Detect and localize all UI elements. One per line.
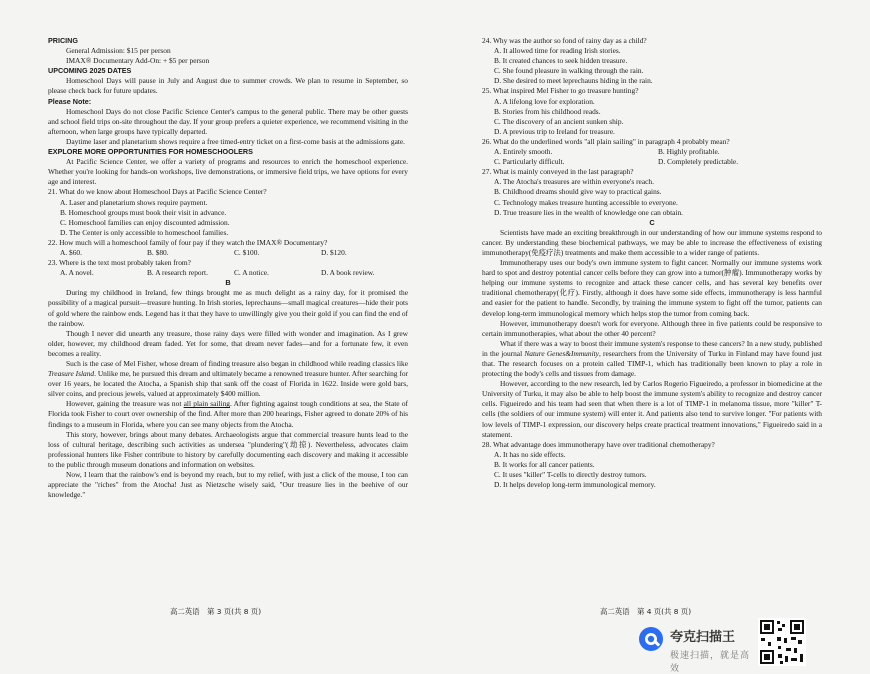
q25-option-b: B. Stories from his childhood reads. xyxy=(494,106,601,116)
question-21: 21. What do we know about Homeschool Days at Pacific Science Center? xyxy=(48,187,267,197)
q22-option-d: D. $120. xyxy=(321,247,347,257)
q27-option-a: A. The Atocha's treasures are within everyone's reach. xyxy=(494,177,654,187)
passage-c-paragraph-3: However, immunotherapy doesn't work for everyone. Although three in five patients could be responsive to certain immunotherapies, what about the other 40 percent? xyxy=(482,318,822,338)
page-3-footer: 高二英语 第 3 页(共 8 页) xyxy=(170,607,262,616)
q23-options xyxy=(48,268,408,278)
b4-text-end: . After fighting against tough conditions at sea, the State of Florida took Fisher to court over ownership of the find. After more than 200 hearings, Fisher agreed to donate 20% of his findings to a museum in Florida, where you can see many objects from the Atocha. xyxy=(48,399,408,429)
q26-options-row-2 xyxy=(482,157,822,167)
q26-options-row-1 xyxy=(482,147,822,157)
question-22: 22. How much will a homeschool family of four pay if they watch the IMAX® Documentary? xyxy=(48,237,328,247)
question-27: 27. What is mainly conveyed in the last paragraph? xyxy=(482,167,634,177)
q21-option-b: B. Homeschool groups must book their visit in advance. xyxy=(60,207,227,217)
page-3 xyxy=(48,36,408,596)
scanner-watermark xyxy=(636,622,754,674)
q24-option-a: A. It allowed time for reading Irish stories. xyxy=(494,46,621,56)
brand-title: 夸克扫描王 xyxy=(670,630,736,645)
q25-option-c: C. The discovery of an ancient sunken ship. xyxy=(494,116,624,126)
q22-option-a: A. $60. xyxy=(60,247,82,257)
explore-paragraph: At Pacific Science Center, we offer a variety of programs and resources to enrich the homeschool experience. Whether you're looking for hands-on workshops, live demonstrations, or immersive field trips, we have options for every age and interest. xyxy=(48,157,408,187)
upcoming-paragraph: Homeschool Days will pause in July and August due to summer crowds. We plan to resume in September, so please check back for future updates. xyxy=(48,76,408,96)
question-25: 25. What inspired Mel Fisher to go treasure hunting? xyxy=(482,86,639,96)
b3-text-start: Such is the case of Mel Fisher, whose dream of finding treasure also began in childhood while reading classics like xyxy=(66,359,408,368)
q28-option-d: D. It helps develop long-term immunological memory. xyxy=(494,480,656,490)
q23-option-a: A. A novel. xyxy=(60,268,94,278)
q27-option-d: D. True treasure lies in the wealth of knowledge one can obtain. xyxy=(494,207,684,217)
note-paragraph-1: Homeschool Days do not close Pacific Science Center's campus to the general public. There may be other guests and school field trips on-site throughout the day. If your group prefers a quieter experience, we recommend visiting in the afternoon, when large groups have typically departed. xyxy=(48,106,408,136)
question-28: 28. What advantage does immunotherapy have over traditional chemotherapy? xyxy=(482,439,715,449)
passage-c-paragraph-2: Immunotherapy uses our body's own immune system to fight cancer. Normally our immune systems work hard to spot and destroy potential cancer cells before they can grow into a tumor(肿瘤). Immunotherapy works by helping our immune systems to recognize and attack these cancer cells, and has several key benefits over traditional chemotherapy(化疗). Firstly, although it does have some side effects, immunotherapy is less harmful and easier for the patient to handle. Secondly, by training the immune system to fight off the tumor, patients can develop long-term immunological memory which helps stop the tumor from coming back. xyxy=(482,258,822,318)
q24-option-b: B. It created chances to seek hidden treasure. xyxy=(494,56,628,66)
passage-b-paragraph-2: Though I never did unearth any treasure, those rainy days were filled with wonder and imagination. As I grew older, however, my childhood dream faded. Yet for some, that dream never fades—and for a fortunate few, it even becomes a reality. xyxy=(48,328,408,358)
passage-c-paragraph-4 xyxy=(482,339,822,379)
passage-c-paragraph-5: However, according to the new research, led by Carlos Rogerio Figueiredo, a professor in biomedicine at the University of Turku, it may also be able to help boost the immune system's ability to recognize and destroy cancer cells. Figueiredo and his team had seen that when there is a lot of TIMP-1 in melanoma tissue, more "killer" T-cells (the soldiers of our immune system) will enter it. And patients also tend to survive longer. "For patients with low levels of TIMP-1 expression, our discovery helps create practical treatment innovations," Figueiredo said in a statement. xyxy=(482,379,822,439)
q24-option-d: D. She desired to meet leprechauns hiding in the rain. xyxy=(494,76,653,86)
section-c-heading: C xyxy=(649,217,655,227)
q22-options xyxy=(48,248,408,258)
passage-c-paragraph-1: Scientists have made an exciting breakthrough in our understanding of how our immune systems respond to cancer. By understanding these biochemical pathways, we may be able to increase the effectiveness of existing immunotherapy(免疫疗法) treatments and make them accessible to a wider range of patients. xyxy=(482,227,822,257)
q28-option-a: A. It has no side effects. xyxy=(494,449,566,459)
q23-option-c: C. A notice. xyxy=(234,268,269,278)
price-imax: IMAX® Documentary Add-On: + $5 per person xyxy=(66,56,210,66)
q21-option-a: A. Laser and planetarium shows require payment. xyxy=(60,197,208,207)
passage-b-paragraph-5: This story, however, brings about many debates. Archaeologists argue that commercial treasure hunts lead to the loss of cultural heritage, describing such activities as undersea "plundering"(劫掠). Nevertheless, advocates claim professional hunters like Fisher contribute to history by carefully documenting each discovery and making it accessible to the public through museum donations and information on websites. xyxy=(48,429,408,469)
question-24: 24. Why was the author so fond of rainy day as a child? xyxy=(482,36,647,45)
q24-option-c: C. She found pleasure in walking through the rain. xyxy=(494,66,644,76)
q26-option-a: A. Entirely smooth. xyxy=(494,147,553,157)
passage-b-paragraph-1: During my childhood in Ireland, few things brought me as much delight as a rainy day, for it promised the possibility of a magical pursuit—treasure hunting. In Irish stories, leprechauns—small magical creatures—hide their pots of gold where the rainbow ends. Legend has it that they have to unwillingly give you their gold if you can find the end of the rainbow. xyxy=(48,288,408,328)
q23-option-d: D. A book review. xyxy=(321,268,375,278)
q21-option-d: D. The Center is only accessible to homeschool families. xyxy=(60,227,229,237)
c4-text-end: , researchers from the University of Turku in Finland may have found just that. The research focuses on a protein called TIMP-1, which has traditionally been known to play a role in protecting the body's cells and tissues from damage. xyxy=(482,348,822,379)
question-23: 23. Where is the text most probably taken from? xyxy=(48,258,191,268)
page-4-footer: 高二英语 第 4 页(共 8 页) xyxy=(600,607,692,616)
q26-option-d: D. Completely predictable. xyxy=(658,157,739,167)
q28-option-b: B. It works for all cancer patients. xyxy=(494,459,595,469)
note-paragraph-2: Daytime laser and planetarium shows require a free timed-entry ticket on a first-come basis at the admissions gate. xyxy=(66,136,406,146)
passage-b-paragraph-6: Now, I learn that the rainbow's end is beyond my reach, but to my relief, with just a click of the mouse, I too can appreciate the "riches" from the Atocha! Just as Nietzsche wisely said, "Our treasure lies in the beehive of our knowledge." xyxy=(48,470,408,500)
q26-option-c: C. Particularly difficult. xyxy=(494,157,565,167)
section-b-heading: B xyxy=(225,278,231,288)
explore-heading: EXPLORE MORE OPPORTUNITIES FOR HOMESCHOOLERS xyxy=(48,147,253,157)
q22-option-c: C. $100. xyxy=(234,247,260,257)
price-general: General Admission: $15 per person xyxy=(66,46,171,56)
qr-code-icon[interactable] xyxy=(758,618,806,666)
book-title: Treasure Island xyxy=(48,369,95,379)
passage-b-paragraph-4 xyxy=(48,399,408,429)
c4-text-start: What if there was a way to boost their immune system's response to these cancers? In a new study, published in the journal xyxy=(482,338,822,358)
q22-option-b: B. $80. xyxy=(147,247,169,257)
b3-text-end: . Unlike me, he pursued this dream and ultimately became a renowned treasure hunter. After searching for over 16 years, he located the Atocha, a Spanish ship that sank off the coast of Florida in 1622. Inside were gold bars, silver coins, and precious jewels, valued at approximately $400 million. xyxy=(48,369,408,399)
passage-b-paragraph-3 xyxy=(48,359,408,399)
q27-option-b: B. Childhood dreams should give way to practical gains. xyxy=(494,187,662,197)
q26-option-b: B. Highly profitable. xyxy=(658,147,720,157)
quark-logo-icon xyxy=(638,626,664,652)
page-4 xyxy=(482,36,822,596)
note-heading: Please Note: xyxy=(48,96,92,106)
q25-option-d: D. A previous trip to Ireland for treasure. xyxy=(494,126,615,136)
underlined-phrase: all plain sailing xyxy=(183,399,230,409)
brand-slogan: 极速扫描，就是高效 xyxy=(670,651,751,674)
q25-option-a: A. A lifelong love for exploration. xyxy=(494,96,595,106)
upcoming-heading: UPCOMING 2025 DATES xyxy=(48,66,132,76)
q23-option-b: B. A research report. xyxy=(147,268,208,278)
journal-name: Nature Genes&Immunity xyxy=(524,348,599,358)
q28-option-c: C. It uses "killer" T-cells to directly destroy tumors. xyxy=(494,470,647,480)
b4-text-start: However, gaining the treasure was not xyxy=(66,399,184,409)
question-26: 26. What do the underlined words "all plain sailing" in paragraph 4 probably mean? xyxy=(482,136,730,146)
q21-option-c: C. Homeschool families can enjoy discounted admission. xyxy=(60,217,230,227)
pricing-heading: PRICING xyxy=(48,36,78,45)
q27-option-c: C. Technology makes treasure hunting accessible to everyone. xyxy=(494,197,678,207)
